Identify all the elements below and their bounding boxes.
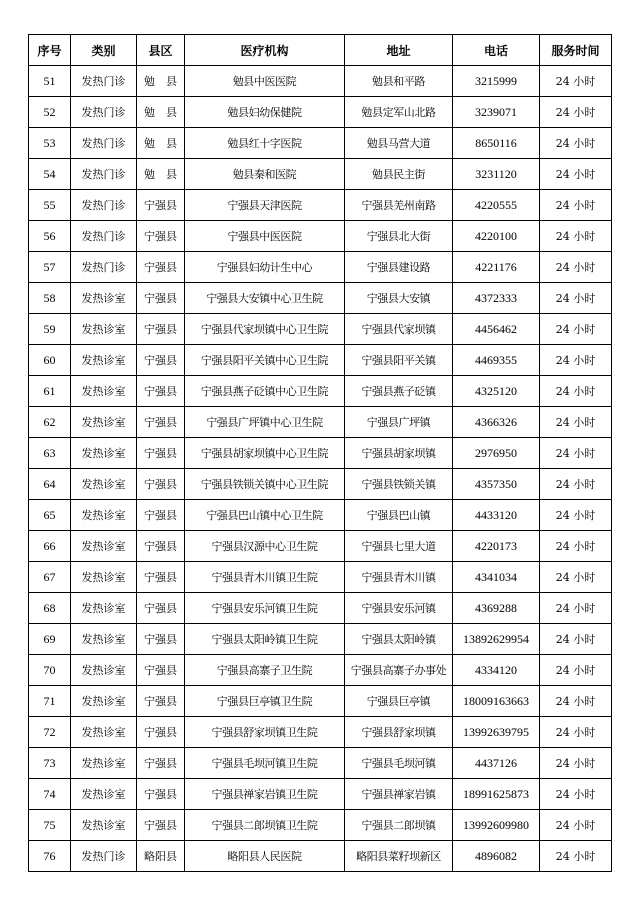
cell-district: 宁强县 <box>137 469 185 500</box>
cell-address: 勉县民主街 <box>345 159 453 190</box>
cell-category: 发热门诊 <box>71 190 137 221</box>
table-row <box>29 283 612 314</box>
table-row <box>29 159 612 190</box>
cell-district: 略阳县 <box>137 841 185 872</box>
cell-index: 64 <box>29 469 71 500</box>
cell-address: 宁强县燕子砭镇 <box>345 376 453 407</box>
table-row <box>29 66 612 97</box>
table-row <box>29 128 612 159</box>
cell-address: 宁强县代家坝镇 <box>345 314 453 345</box>
cell-category: 发热门诊 <box>71 221 137 252</box>
table-row <box>29 593 612 624</box>
cell-district: 宁强县 <box>137 748 185 779</box>
cell-category: 发热诊室 <box>71 624 137 655</box>
cell-address: 宁强县毛坝河镇 <box>345 748 453 779</box>
cell-institution: 宁强县阳平关镇中心卫生院 <box>185 345 345 376</box>
cell-hours: 24 小时 <box>540 593 612 624</box>
cell-index: 69 <box>29 624 71 655</box>
cell-hours: 24 小时 <box>540 97 612 128</box>
cell-phone: 4369288 <box>453 593 540 624</box>
cell-phone: 4366326 <box>453 407 540 438</box>
cell-category: 发热诊室 <box>71 686 137 717</box>
cell-address: 宁强县阳平关镇 <box>345 345 453 376</box>
cell-index: 71 <box>29 686 71 717</box>
cell-hours: 24 小时 <box>540 810 612 841</box>
cell-hours: 24 小时 <box>540 128 612 159</box>
cell-institution: 宁强县汉源中心卫生院 <box>185 531 345 562</box>
cell-hours: 24 小时 <box>540 686 612 717</box>
table-row <box>29 314 612 345</box>
table-row <box>29 655 612 686</box>
cell-address: 宁强县广坪镇 <box>345 407 453 438</box>
cell-institution: 宁强县大安镇中心卫生院 <box>185 283 345 314</box>
cell-address: 宁强县北大街 <box>345 221 453 252</box>
cell-address: 宁强县建设路 <box>345 252 453 283</box>
cell-institution: 宁强县巨亭镇卫生院 <box>185 686 345 717</box>
cell-institution: 略阳县人民医院 <box>185 841 345 872</box>
cell-hours: 24 小时 <box>540 717 612 748</box>
table-row <box>29 438 612 469</box>
cell-category: 发热诊室 <box>71 407 137 438</box>
cell-category: 发热诊室 <box>71 345 137 376</box>
cell-index: 75 <box>29 810 71 841</box>
cell-category: 发热诊室 <box>71 562 137 593</box>
cell-district: 宁强县 <box>137 438 185 469</box>
table-row <box>29 748 612 779</box>
cell-index: 56 <box>29 221 71 252</box>
cell-district: 勉 县 <box>137 159 185 190</box>
cell-category: 发热门诊 <box>71 66 137 97</box>
header-address: 地址 <box>345 35 453 66</box>
cell-district: 宁强县 <box>137 221 185 252</box>
cell-phone: 4437126 <box>453 748 540 779</box>
cell-hours: 24 小时 <box>540 66 612 97</box>
cell-index: 76 <box>29 841 71 872</box>
cell-index: 51 <box>29 66 71 97</box>
cell-hours: 24 小时 <box>540 748 612 779</box>
cell-district: 宁强县 <box>137 593 185 624</box>
cell-index: 53 <box>29 128 71 159</box>
table-row <box>29 407 612 438</box>
cell-district: 宁强县 <box>137 686 185 717</box>
cell-phone: 4221176 <box>453 252 540 283</box>
cell-index: 57 <box>29 252 71 283</box>
cell-address: 宁强县七里大道 <box>345 531 453 562</box>
cell-district: 宁强县 <box>137 283 185 314</box>
cell-address: 宁强县大安镇 <box>345 283 453 314</box>
header-category: 类别 <box>71 35 137 66</box>
cell-index: 67 <box>29 562 71 593</box>
cell-district: 宁强县 <box>137 810 185 841</box>
cell-address: 勉县和平路 <box>345 66 453 97</box>
cell-category: 发热诊室 <box>71 655 137 686</box>
cell-institution: 宁强县高寨子卫生院 <box>185 655 345 686</box>
cell-district: 宁强县 <box>137 252 185 283</box>
cell-phone: 3215999 <box>453 66 540 97</box>
cell-hours: 24 小时 <box>540 562 612 593</box>
cell-address: 略阳县菜籽坝新区 <box>345 841 453 872</box>
cell-hours: 24 小时 <box>540 376 612 407</box>
cell-phone: 13992639795 <box>453 717 540 748</box>
cell-phone: 4220100 <box>453 221 540 252</box>
cell-category: 发热诊室 <box>71 531 137 562</box>
cell-district: 宁强县 <box>137 624 185 655</box>
cell-institution: 宁强县天津医院 <box>185 190 345 221</box>
cell-index: 66 <box>29 531 71 562</box>
cell-index: 68 <box>29 593 71 624</box>
cell-phone: 4456462 <box>453 314 540 345</box>
cell-hours: 24 小时 <box>540 190 612 221</box>
cell-category: 发热诊室 <box>71 283 137 314</box>
cell-institution: 宁强县广坪镇中心卫生院 <box>185 407 345 438</box>
cell-index: 61 <box>29 376 71 407</box>
table-row <box>29 531 612 562</box>
cell-district: 宁强县 <box>137 500 185 531</box>
cell-hours: 24 小时 <box>540 407 612 438</box>
fever-clinic-table <box>28 34 612 872</box>
cell-institution: 勉县秦和医院 <box>185 159 345 190</box>
cell-phone: 4357350 <box>453 469 540 500</box>
table-row <box>29 841 612 872</box>
cell-address: 宁强县巴山镇 <box>345 500 453 531</box>
cell-hours: 24 小时 <box>540 314 612 345</box>
cell-phone: 13892629954 <box>453 624 540 655</box>
cell-index: 72 <box>29 717 71 748</box>
cell-institution: 宁强县禅家岩镇卫生院 <box>185 779 345 810</box>
cell-district: 宁强县 <box>137 345 185 376</box>
cell-category: 发热诊室 <box>71 748 137 779</box>
cell-address: 宁强县青木川镇 <box>345 562 453 593</box>
table-row <box>29 717 612 748</box>
cell-phone: 18009163663 <box>453 686 540 717</box>
cell-phone: 2976950 <box>453 438 540 469</box>
cell-institution: 宁强县舒家坝镇卫生院 <box>185 717 345 748</box>
table-row <box>29 221 612 252</box>
cell-phone: 4469355 <box>453 345 540 376</box>
cell-hours: 24 小时 <box>540 159 612 190</box>
cell-category: 发热门诊 <box>71 252 137 283</box>
cell-address: 宁强县羌州南路 <box>345 190 453 221</box>
cell-category: 发热诊室 <box>71 314 137 345</box>
table-row <box>29 469 612 500</box>
cell-institution: 勉县中医医院 <box>185 66 345 97</box>
cell-hours: 24 小时 <box>540 500 612 531</box>
table-row <box>29 252 612 283</box>
table-row <box>29 624 612 655</box>
cell-district: 宁强县 <box>137 717 185 748</box>
cell-district: 宁强县 <box>137 779 185 810</box>
cell-category: 发热门诊 <box>71 841 137 872</box>
cell-address: 宁强县禅家岩镇 <box>345 779 453 810</box>
cell-institution: 宁强县燕子砭镇中心卫生院 <box>185 376 345 407</box>
table-row <box>29 190 612 221</box>
cell-phone: 4220555 <box>453 190 540 221</box>
cell-district: 勉 县 <box>137 128 185 159</box>
cell-phone: 18991625873 <box>453 779 540 810</box>
cell-address: 宁强县巨亭镇 <box>345 686 453 717</box>
table-row <box>29 779 612 810</box>
cell-index: 52 <box>29 97 71 128</box>
cell-district: 宁强县 <box>137 376 185 407</box>
cell-category: 发热诊室 <box>71 469 137 500</box>
header-hours: 服务时间 <box>540 35 612 66</box>
cell-index: 65 <box>29 500 71 531</box>
cell-phone: 4896082 <box>453 841 540 872</box>
cell-address: 宁强县太阳岭镇 <box>345 624 453 655</box>
cell-institution: 宁强县青木川镇卫生院 <box>185 562 345 593</box>
cell-hours: 24 小时 <box>540 283 612 314</box>
header-row <box>29 35 612 66</box>
table-row <box>29 97 612 128</box>
cell-district: 勉 县 <box>137 66 185 97</box>
table-row <box>29 810 612 841</box>
table-row <box>29 345 612 376</box>
cell-district: 宁强县 <box>137 407 185 438</box>
cell-address: 宁强县铁锁关镇 <box>345 469 453 500</box>
header-phone: 电话 <box>453 35 540 66</box>
cell-institution: 宁强县代家坝镇中心卫生院 <box>185 314 345 345</box>
cell-institution: 宁强县巴山镇中心卫生院 <box>185 500 345 531</box>
cell-index: 74 <box>29 779 71 810</box>
header-district: 县区 <box>137 35 185 66</box>
cell-phone: 3239071 <box>453 97 540 128</box>
cell-category: 发热诊室 <box>71 438 137 469</box>
cell-institution: 勉县妇幼保健院 <box>185 97 345 128</box>
cell-hours: 24 小时 <box>540 531 612 562</box>
cell-address: 勉县马营大道 <box>345 128 453 159</box>
cell-hours: 24 小时 <box>540 252 612 283</box>
cell-institution: 宁强县铁锁关镇中心卫生院 <box>185 469 345 500</box>
cell-category: 发热诊室 <box>71 717 137 748</box>
cell-phone: 8650116 <box>453 128 540 159</box>
cell-address: 宁强县二郎坝镇 <box>345 810 453 841</box>
cell-phone: 4433120 <box>453 500 540 531</box>
table-row <box>29 500 612 531</box>
cell-institution: 宁强县中医医院 <box>185 221 345 252</box>
cell-hours: 24 小时 <box>540 841 612 872</box>
cell-phone: 4341034 <box>453 562 540 593</box>
cell-hours: 24 小时 <box>540 221 612 252</box>
cell-institution: 宁强县妇幼计生中心 <box>185 252 345 283</box>
cell-category: 发热门诊 <box>71 97 137 128</box>
cell-phone: 4372333 <box>453 283 540 314</box>
cell-institution: 宁强县二郎坝镇卫生院 <box>185 810 345 841</box>
cell-category: 发热诊室 <box>71 810 137 841</box>
cell-address: 宁强县安乐河镇 <box>345 593 453 624</box>
cell-hours: 24 小时 <box>540 624 612 655</box>
header-index: 序号 <box>29 35 71 66</box>
cell-category: 发热诊室 <box>71 593 137 624</box>
cell-index: 55 <box>29 190 71 221</box>
cell-institution: 勉县红十字医院 <box>185 128 345 159</box>
table-row <box>29 686 612 717</box>
cell-category: 发热诊室 <box>71 376 137 407</box>
cell-index: 59 <box>29 314 71 345</box>
table-row <box>29 562 612 593</box>
cell-address: 勉县定军山北路 <box>345 97 453 128</box>
cell-phone: 3231120 <box>453 159 540 190</box>
cell-phone: 13992609980 <box>453 810 540 841</box>
cell-index: 58 <box>29 283 71 314</box>
cell-district: 宁强县 <box>137 562 185 593</box>
cell-institution: 宁强县安乐河镇卫生院 <box>185 593 345 624</box>
cell-hours: 24 小时 <box>540 779 612 810</box>
cell-hours: 24 小时 <box>540 655 612 686</box>
table-row <box>29 376 612 407</box>
cell-institution: 宁强县太阳岭镇卫生院 <box>185 624 345 655</box>
cell-category: 发热诊室 <box>71 779 137 810</box>
cell-district: 宁强县 <box>137 531 185 562</box>
cell-hours: 24 小时 <box>540 345 612 376</box>
cell-address: 宁强县胡家坝镇 <box>345 438 453 469</box>
cell-index: 62 <box>29 407 71 438</box>
cell-address: 宁强县高寨子办事处 <box>345 655 453 686</box>
cell-category: 发热门诊 <box>71 159 137 190</box>
cell-district: 勉 县 <box>137 97 185 128</box>
cell-district: 宁强县 <box>137 190 185 221</box>
cell-index: 54 <box>29 159 71 190</box>
cell-index: 63 <box>29 438 71 469</box>
cell-index: 73 <box>29 748 71 779</box>
cell-hours: 24 小时 <box>540 438 612 469</box>
cell-address: 宁强县舒家坝镇 <box>345 717 453 748</box>
cell-category: 发热诊室 <box>71 500 137 531</box>
header-institution: 医疗机构 <box>185 35 345 66</box>
cell-index: 70 <box>29 655 71 686</box>
cell-phone: 4220173 <box>453 531 540 562</box>
cell-district: 宁强县 <box>137 655 185 686</box>
cell-phone: 4325120 <box>453 376 540 407</box>
cell-institution: 宁强县胡家坝镇中心卫生院 <box>185 438 345 469</box>
cell-index: 60 <box>29 345 71 376</box>
cell-category: 发热门诊 <box>71 128 137 159</box>
cell-hours: 24 小时 <box>540 469 612 500</box>
cell-institution: 宁强县毛坝河镇卫生院 <box>185 748 345 779</box>
cell-phone: 4334120 <box>453 655 540 686</box>
cell-district: 宁强县 <box>137 314 185 345</box>
